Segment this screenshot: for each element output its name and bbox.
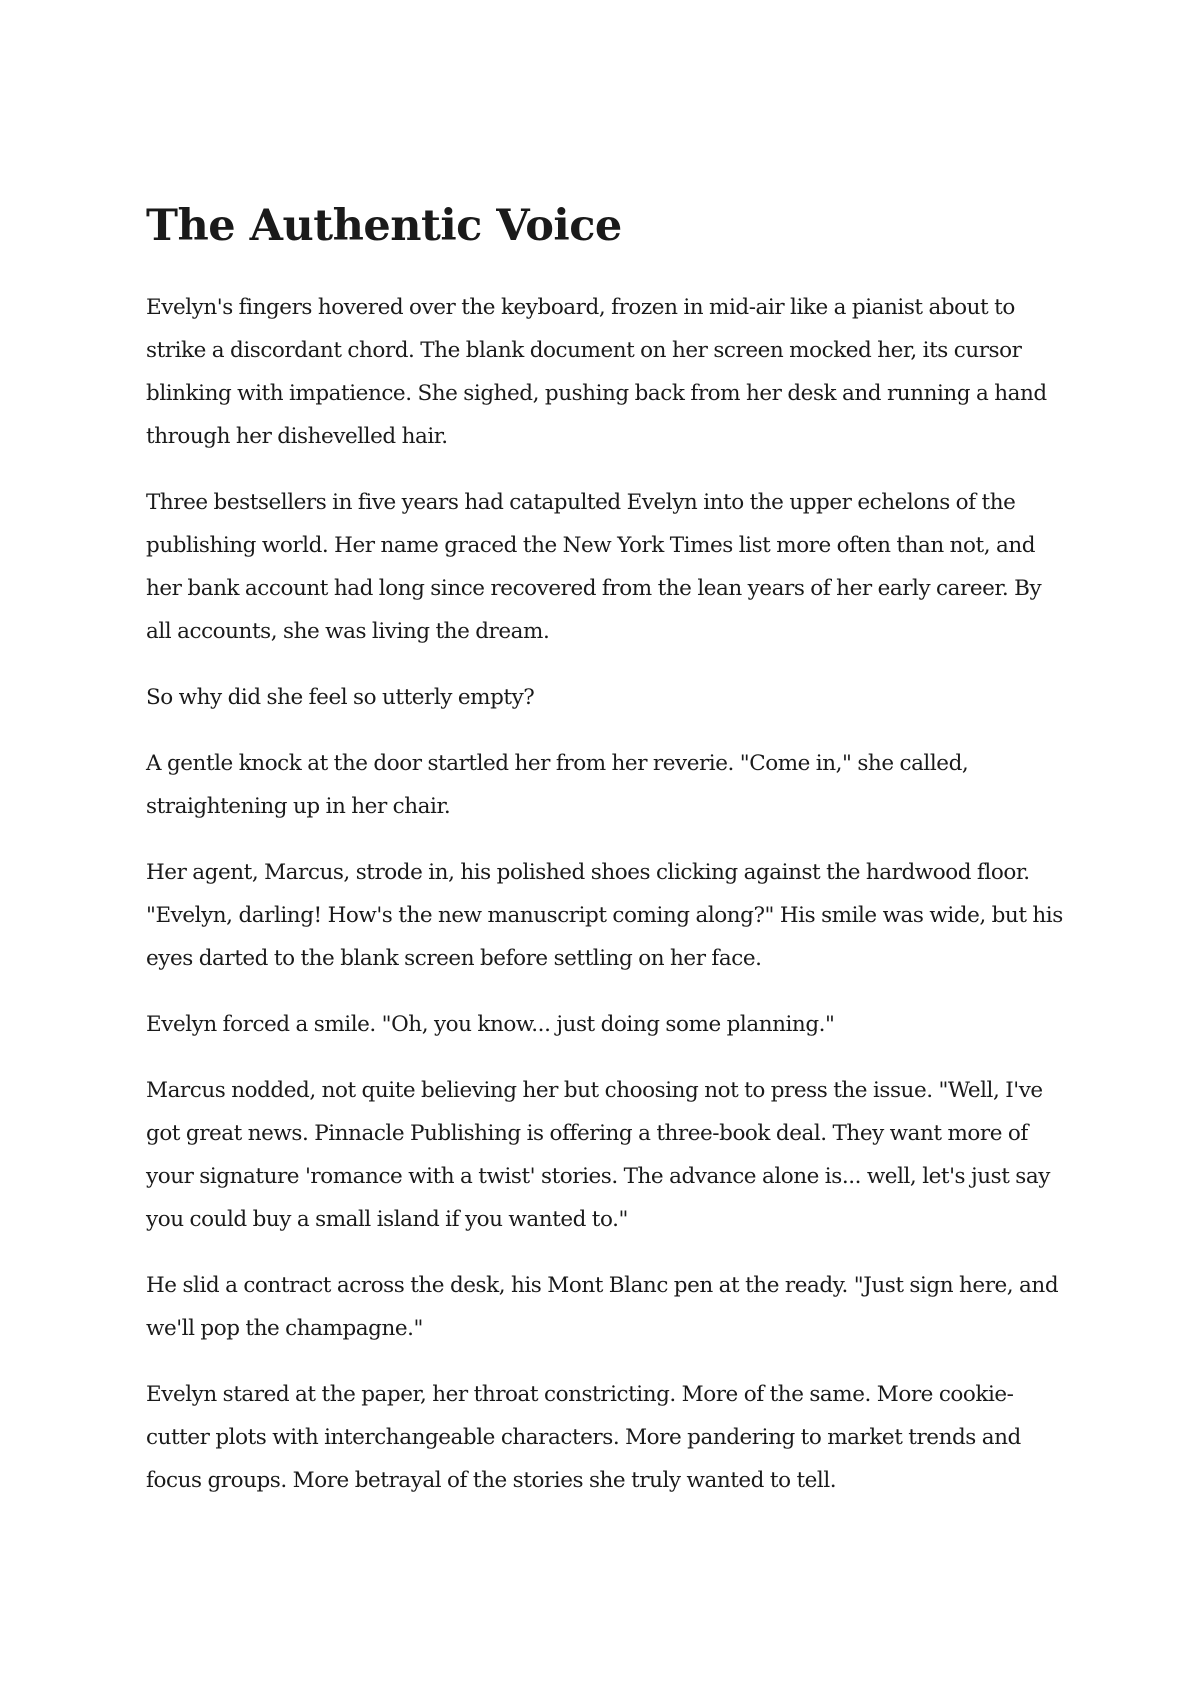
- document-title: The Authentic Voice: [146, 201, 622, 251]
- paragraph: Evelyn's fingers hovered over the keyboard, frozen in mid-air like a pianist about to strike a discordant chord. The blank document on her screen mocked her, its cursor blinking with impatience. She sighed, pushing back from her desk and running a hand through her dishevelled hair.: [146, 295, 1047, 449]
- paragraph: A gentle knock at the door startled her from her reverie. "Come in," she called, straightening up in her chair.: [146, 751, 969, 819]
- paragraph: Evelyn forced a smile. "Oh, you know... just doing some planning.": [146, 1012, 835, 1037]
- paragraph: Evelyn stared at the paper, her throat constricting. More of the same. More cookie-cutter plots with interchangeable characters. More pandering to market trends and focus groups. More betrayal of the stories she truly wanted to tell.: [146, 1382, 1021, 1493]
- paragraph: Marcus nodded, not quite believing her but choosing not to press the issue. "Well, I've got great news. Pinnacle Publishing is offering a three-book deal. They want more of your signature 'romance with a twist' stories. The advance alone is... well, let's just say you could buy a small island if you wanted to.": [146, 1078, 1050, 1232]
- document-page: [146, 196, 1066, 1525]
- paragraph: Three bestsellers in five years had catapulted Evelyn into the upper echelons of the publishing world. Her name graced the New York Times list more often than not, and her bank account had long since recovered from the lean years of her early career. By all accounts, she was living the dream.: [146, 490, 1042, 644]
- paragraph: So why did she feel so utterly empty?: [146, 685, 535, 710]
- paragraph: Her agent, Marcus, strode in, his polished shoes clicking against the hardwood floor. "Evelyn, darling! How's the new manuscript coming along?" His smile was wide, but his eyes darted to the blank screen before settling on her face.: [146, 860, 1063, 971]
- paragraph: He slid a contract across the desk, his Mont Blanc pen at the ready. "Just sign here, and we'll pop the champagne.": [146, 1273, 1059, 1341]
